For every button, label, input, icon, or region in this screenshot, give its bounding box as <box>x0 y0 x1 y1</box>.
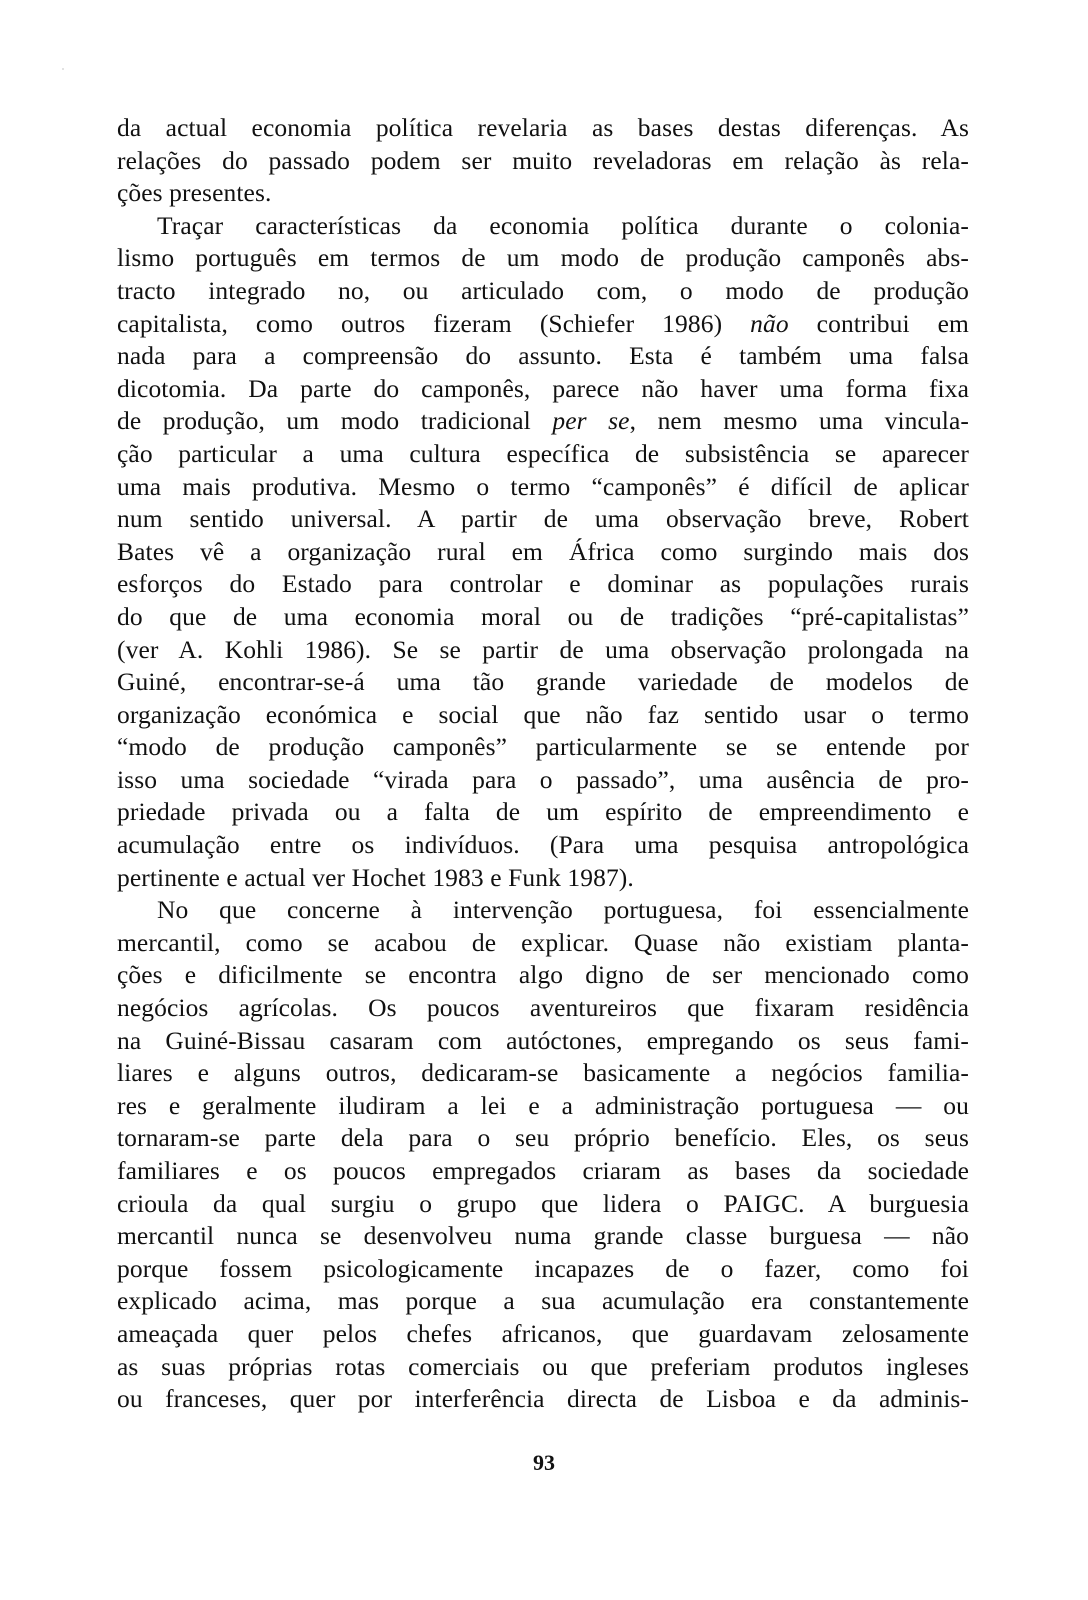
text-line: na Guiné-Bissau casaram com autóctones, empregando os seus fami- <box>117 1025 969 1055</box>
page-number: 93 <box>533 1450 555 1475</box>
paragraph <box>117 112 969 210</box>
paragraph <box>117 894 969 1416</box>
text-line: No que concerne à intervenção portuguesa, foi essencialmente <box>157 895 969 925</box>
text-line: (ver A. Kohli 1986). Se se partir de uma observação prolongada na <box>117 634 969 664</box>
text-line: tornaram-se parte dela para o seu próprio benefício. Eles, os seus <box>117 1123 969 1153</box>
text-line: da actual economia política revelaria as bases destas diferenças. As <box>117 113 969 142</box>
text-line: capitalista, como outros fizeram (Schiefer 1986) não contribui em <box>117 308 969 338</box>
text-line: do que de uma economia moral ou de tradições “pré-capitalistas” <box>117 601 969 631</box>
text-line: mercantil nunca se desenvolveu numa grande classe burguesa — não <box>117 1221 969 1251</box>
body-text <box>117 112 969 1416</box>
text-line: familiares e os poucos empregados criaram as bases da sociedade <box>117 1156 969 1185</box>
text-line: esforços do Estado para controlar e dominar as populações rurais <box>117 569 969 599</box>
text-line: ções presentes. <box>117 178 272 208</box>
text-line: num sentido universal. A partir de uma observação breve, Robert <box>117 504 969 534</box>
text-line: Bates vê a organização rural em África como surgindo mais dos <box>117 536 969 566</box>
text-line: nada para a compreensão do assunto. Esta é também uma falsa <box>117 341 969 371</box>
text-line: de produção, um modo tradicional per se, nem mesmo uma vincula- <box>117 406 969 436</box>
text-line: as suas próprias rotas comerciais ou que preferiam produtos ingleses <box>117 1351 969 1381</box>
text-line: res e geralmente iludiram a lei e a administração portuguesa — ou <box>117 1090 969 1120</box>
text-line: negócios agrícolas. Os poucos aventureiros que fixaram residência <box>117 993 969 1023</box>
text-line: ameaçada quer pelos chefes africanos, que guardavam zelosamente <box>117 1318 969 1348</box>
italic-emphasis: per se <box>552 406 630 436</box>
text-line: tracto integrado no, ou articulado com, o modo de produção <box>117 275 969 305</box>
text-line: relações do passado podem ser muito reveladoras em relação às rela- <box>117 145 969 175</box>
text-line: acumulação entre os indivíduos. (Para uma pesquisa antropológica <box>117 830 969 860</box>
text-line: ou franceses, quer por interferência directa de Lisboa e da adminis- <box>117 1384 969 1414</box>
text-line: crioula da qual surgiu o grupo que lidera o PAIGC. A burguesia <box>117 1188 969 1218</box>
text-line: Guiné, encontrar-se-á uma tão grande variedade de modelos de <box>117 667 969 697</box>
text-line: porque fossem psicologicamente incapazes de o fazer, como foi <box>117 1253 969 1283</box>
text-line: uma mais produtiva. Mesmo o termo “camponês” é difícil de aplicar <box>117 471 969 501</box>
paragraph <box>117 210 969 894</box>
text-line: dicotomia. Da parte do camponês, parece não haver uma forma fixa <box>117 373 969 403</box>
text-line: isso uma sociedade “virada para o passado”, uma ausência de pro- <box>117 764 969 794</box>
text-line: organização económica e social que não faz sentido usar o termo <box>117 699 969 729</box>
italic-emphasis: não <box>750 308 789 338</box>
text-line: liares e alguns outros, dedicaram-se basicamente a negócios familia- <box>117 1058 969 1088</box>
text-line: Traçar características da economia política durante o colonia- <box>157 210 969 240</box>
text-line: lismo português em termos de um modo de produção camponês abs- <box>117 243 969 273</box>
scan-speck <box>62 68 64 70</box>
text-line: explicado acima, mas porque a sua acumulação era constantemente <box>117 1286 969 1316</box>
text-line: ções e dificilmente se encontra algo digno de ser mencionado como <box>117 960 969 990</box>
text-line: pertinente e actual ver Hochet 1983 e Funk 1987). <box>117 862 634 892</box>
text-line: ção particular a uma cultura específica de subsistência se aparecer <box>117 438 969 468</box>
text-line: mercantil, como se acabou de explicar. Quase não existiam planta- <box>117 927 969 957</box>
text-line: “modo de produção camponês” particularmente se se entende por <box>117 732 969 762</box>
text-line: priedade privada ou a falta de um espírito de empreendimento e <box>117 797 969 827</box>
